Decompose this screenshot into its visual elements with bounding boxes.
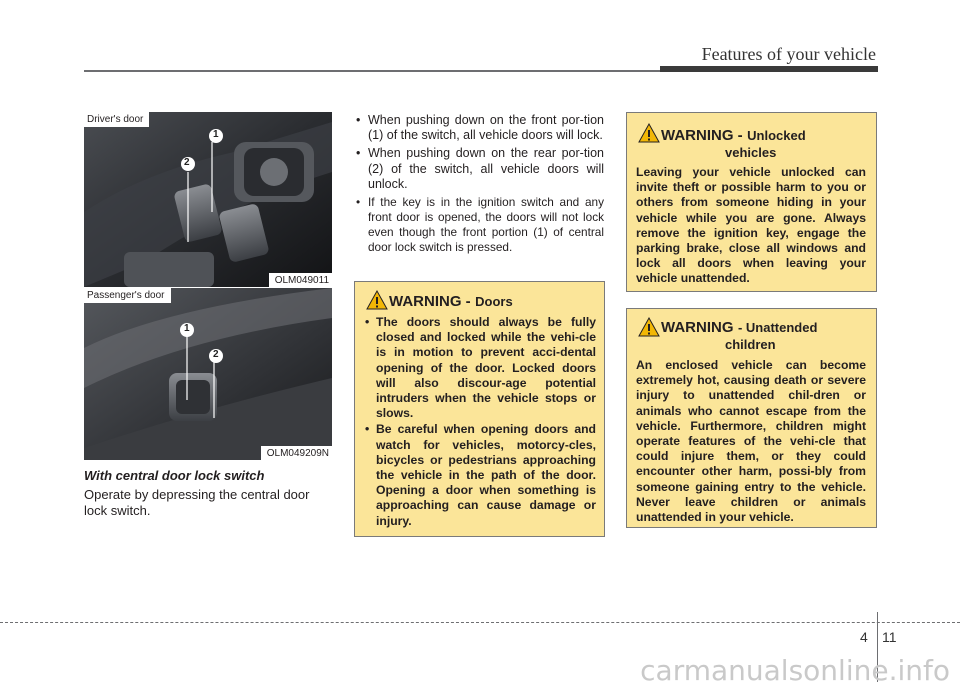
list-item: • When pushing down on the rear por-tion (2) of the switch, all vehicle doors will unlock. [354,146,604,192]
chapter-number: 4 [860,629,868,645]
warning-label: WARNING [661,319,734,336]
warning-body [365,315,596,529]
photo-caption: Passenger's door [84,288,171,303]
warning-topic-continued: vehicles [725,145,777,160]
passengers-door-photo [84,288,332,460]
warning-label: WARNING - [389,293,471,310]
warning-heading [389,293,604,311]
body-paragraph: Operate by depressing the central door lock switch. [84,487,310,518]
list-item: • When pushing down on the front por-tion (1) of the switch, all vehicle doors will lock. [354,113,604,143]
list-item: • If the key is in the ignition switch and any front door is opened, the doors will not lock even though the front portion (1) of central door lock switch is pressed. [354,195,604,255]
bullet-list [354,113,604,258]
warning-body: An enclosed vehicle can become extremely hot, causing death or severe injury to unattended chil-dren or animals who cannot escape from the vehicle. Furthermore, children might operate features of the vehi-cle that could injure them, or they could encounter other harm, possi-bly from someone gaining entry to the vehicle. Never leave children or animals unattended in your vehicle. [636,358,866,525]
photo-label-2: 2 [213,349,219,360]
warning-triangle-icon [638,123,660,143]
photo-code: OLM049209N [261,446,332,460]
warning-label: WARNING - [661,127,743,144]
watermark: carmanualsonline.info [640,654,950,687]
passengers-door-switch-illustration [84,288,332,460]
drivers-door-photo [84,112,332,287]
photo-code: OLM049011 [269,273,332,287]
warning-body: Leaving your vehicle unlocked can invite theft or possible harm to you or others from someone hiding in your vehicle while you are gone. Always remove the ignition key, engage the parking brake, close all windows and lock all doors when leaving your vehicle unattended. [636,165,866,286]
warning-topic: - Unattended [737,320,818,335]
header-title: Features of your vehicle [701,44,876,64]
warning-unattended-children-box [626,308,877,528]
section-subheading: With central door lock switch [84,468,265,483]
warning-unlocked-vehicles-box [626,112,877,292]
drivers-door-switch-illustration [84,112,332,287]
list-item: • The doors should always be fully closed and locked while the vehi-cle is in motion to prevent acci-dental opening of the door. Locked doors will also discour-age potential intruders when the vehicle stops or slows. [365,315,596,421]
page-number: 11 [882,629,897,645]
warning-topic: Doors [475,294,513,309]
warning-triangle-icon [638,317,660,337]
warning-doors-box [354,281,605,537]
warning-heading [661,127,876,161]
photo-label-1: 1 [213,129,219,140]
warning-topic: Unlocked [747,128,806,143]
photo-label-2: 2 [184,157,190,168]
photo-label-1: 1 [184,323,190,334]
photo-caption: Driver's door [84,112,149,127]
list-item: • Be careful when opening doors and watch for vehicles, motorcy-cles, bicycles or pedestrians approaching the vehicle in the path of the door. Opening a door when something is approaching can cause damage or injury. [365,422,596,528]
header-rule [84,70,704,72]
warning-heading [661,319,876,353]
warning-triangle-icon [366,290,388,310]
warning-topic-continued: children [725,337,776,352]
header-rule-accent [660,66,878,72]
footer-rule [0,622,960,623]
